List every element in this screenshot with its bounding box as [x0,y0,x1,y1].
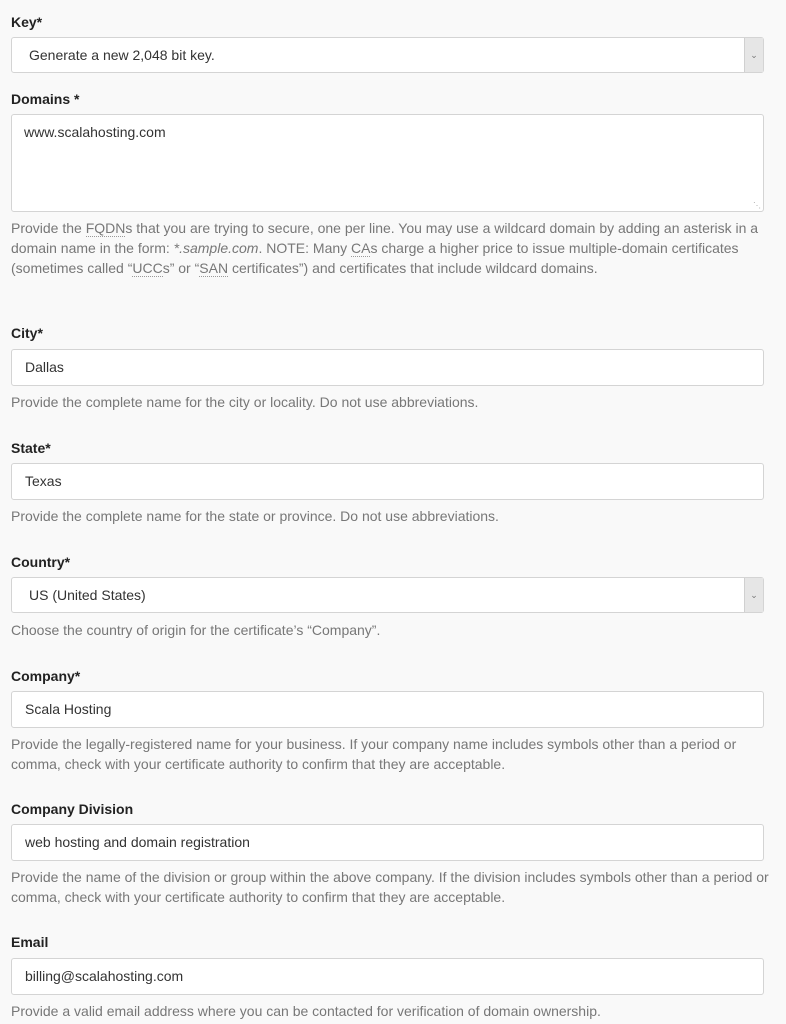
company-input[interactable]: Scala Hosting [11,691,764,728]
key-label: Key* [11,14,43,30]
country-help: Choose the country of origin for the certificate’s “Company”. [11,622,381,638]
help-text: s charge a higher price to issue multiple-domain certificates (sometimes called “ [11,240,739,276]
company-label: Company* [11,668,81,684]
help-text: s that you are trying to secure, one per line. You may use a wildcard domain by adding an asterisk in a domain name in the form: [11,220,759,256]
city-label: City* [11,325,43,341]
state-input[interactable]: Texas [11,463,764,500]
help-text: . NOTE: Many [258,240,352,256]
city-help: Provide the complete name for the city or locality. Do not use abbreviations. [11,394,479,410]
resize-handle-icon[interactable]: ⋱ [753,201,761,210]
abbr-fqdn: FQDN [85,220,126,236]
domains-value: www.scalahosting.com [24,124,166,140]
domains-label: Domains * [11,91,80,107]
email-help: Provide a valid email address where you can be contacted for verification of domain ownership. [11,1003,601,1019]
help-text: s” or “ [162,260,200,276]
state-help: Provide the complete name for the state or province. Do not use abbreviations. [11,508,499,524]
country-select-value: US (United States) [29,587,146,603]
state-label: State* [11,440,51,456]
abbr-ucc: UCC [132,260,163,276]
email-label: Email [11,934,49,950]
city-input[interactable]: Dallas [11,349,764,386]
domains-textarea[interactable] [11,114,764,212]
key-select[interactable] [11,37,764,73]
company-help: Provide the legally-registered name for your business. If your company name includes symbols other than a period or comma, check with your certificate authority to confirm that they are acceptable. [11,736,737,772]
division-label: Company Division [11,801,134,817]
abbr-ca: CA [351,240,371,256]
abbr-san: SAN [199,260,229,276]
division-input[interactable]: web hosting and domain registration [11,824,764,861]
domains-help [11,218,771,278]
help-text: Provide the [11,220,86,236]
help-text: certificates”) and certificates that include wildcard domains. [228,260,598,276]
country-select[interactable] [11,577,764,613]
key-select-value: Generate a new 2,048 bit key. [29,47,215,63]
email-input[interactable]: billing@scalahosting.com [11,958,764,995]
chevron-down-icon[interactable]: ⌄ [744,578,763,612]
chevron-down-icon[interactable]: ⌄ [744,38,763,72]
help-example: *.sample.com [173,240,259,256]
country-label: Country* [11,554,71,570]
division-help: Provide the name of the division or group within the above company. If the division includes symbols other than a period or comma, check with your certificate authority to confirm that they are acceptable. [11,869,769,905]
